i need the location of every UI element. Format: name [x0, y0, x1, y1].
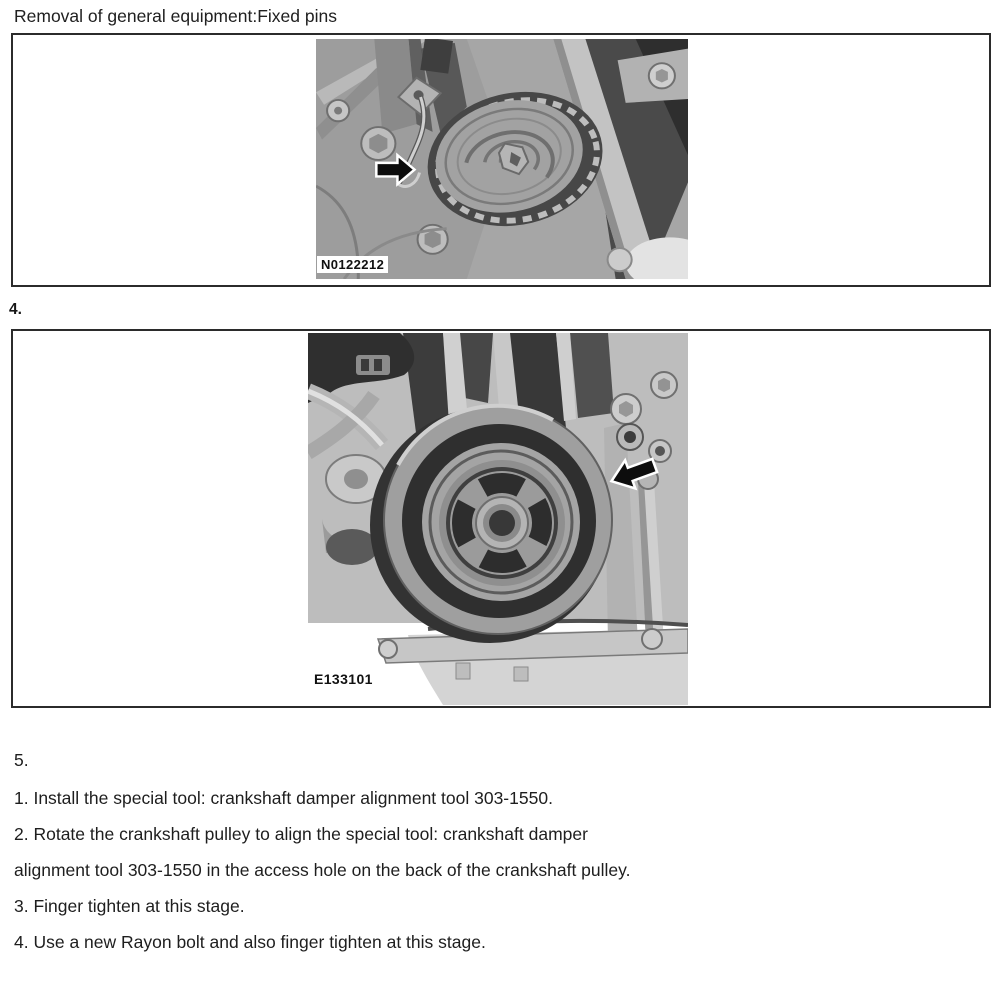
figure2-id-label: E133101: [314, 671, 373, 687]
instruction-line-1: 1. Install the special tool: crankshaft damper alignment tool 303-1550.: [14, 788, 553, 808]
figure-frame-2: [11, 329, 991, 708]
engine-tensioner-drawing: [316, 39, 688, 279]
crankshaft-pulley: [384, 406, 612, 634]
instruction-line-2: 2. Rotate the crankshaft pulley to align the special tool: crankshaft damper: [14, 824, 588, 844]
figure-frame-1: [11, 33, 991, 287]
instructions-list: [14, 780, 630, 960]
crankshaft-pulley-drawing: [308, 333, 688, 705]
step5-marker: 5.: [14, 750, 29, 770]
page-title: Removal of general equipment:Fixed pins: [14, 6, 337, 26]
figure2-illustration: [308, 333, 688, 705]
instruction-line-3: 3. Finger tighten at this stage.: [14, 896, 245, 916]
step4-marker: 4.: [9, 301, 22, 318]
instruction-line-4: 4. Use a new Rayon bolt and also finger tighten at this stage.: [14, 932, 486, 952]
figure1-illustration: [316, 39, 688, 279]
figure1-id-label: N0122212: [317, 256, 388, 273]
instruction-line-2-wrap: alignment tool 303-1550 in the access hole on the back of the crankshaft pulley.: [14, 860, 631, 880]
